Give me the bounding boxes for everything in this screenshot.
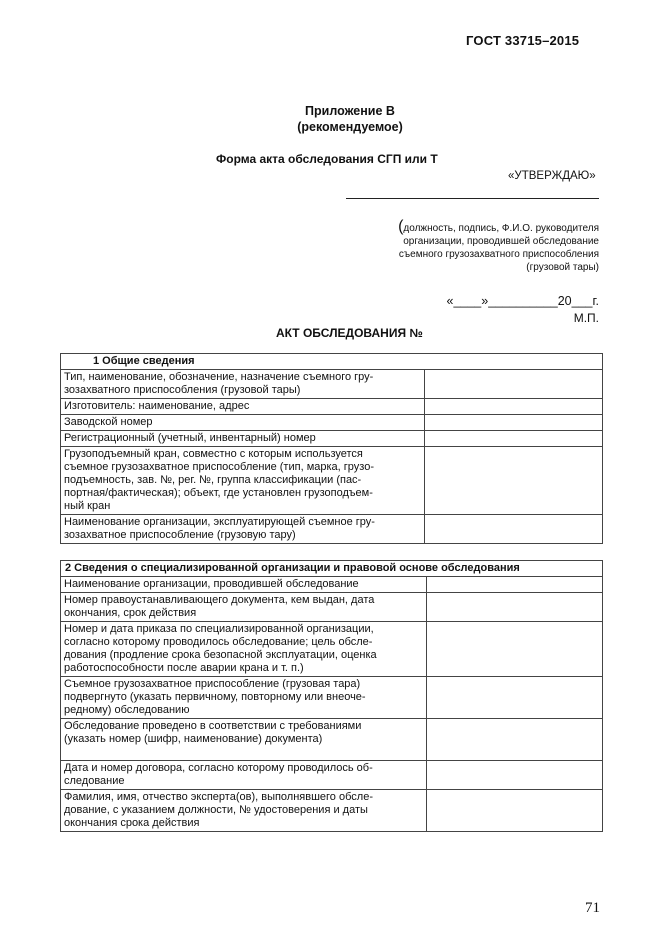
row-value-cell[interactable] (425, 415, 603, 431)
row-value-cell[interactable] (427, 577, 603, 593)
table-row (61, 761, 603, 790)
approval-date: «____»__________20___г. (446, 294, 599, 308)
appendix-heading (0, 103, 661, 135)
section-heading: 1 Общие сведения (61, 354, 603, 370)
organization-info-table (60, 560, 603, 832)
row-label: Изготовитель: наименование, адрес (61, 399, 425, 415)
row-value-cell[interactable] (425, 370, 603, 399)
row-label: Съемное грузозахватное приспособление (грузовая тара) подвергнуто (указать первичному, повторному или внеоче- редному) обследованию (61, 677, 427, 719)
row-value-cell[interactable] (427, 761, 603, 790)
standard-number: ГОСТ 33715–2015 (466, 33, 580, 48)
row-label: Наименование организации, эксплуатирующей съемное гру- зозахватное приспособление (грузовую тару) (61, 515, 425, 544)
table-row (61, 415, 603, 431)
appendix-title: Приложение В (305, 104, 395, 118)
table-heading-row (61, 354, 603, 370)
page-number: 71 (585, 900, 600, 916)
section-heading: 2 Сведения о специализированной организации и правовой основе обследования (61, 561, 603, 577)
table-row (61, 515, 603, 544)
row-label: Заводской номер (61, 415, 425, 431)
position-line-3: съемного грузозахватного приспособления (398, 249, 599, 260)
table-row (61, 370, 603, 399)
approver-position-caption (340, 218, 599, 274)
act-title: АКТ ОБСЛЕДОВАНИЯ № (276, 326, 423, 340)
row-value-cell[interactable] (427, 622, 603, 677)
table-row (61, 719, 603, 761)
position-line-4: (грузовой тары) (526, 262, 599, 273)
row-label: Регистрационный (учетный, инвентарный) номер (61, 431, 425, 447)
approval-label: «УТВЕРЖДАЮ» (508, 170, 596, 182)
table-row (61, 677, 603, 719)
appendix-status: (рекомендуемое) (297, 120, 403, 134)
stamp-place: М.П. (573, 311, 599, 325)
row-label: Тип, наименование, обозначение, назначение съемного гру- зозахватного приспособления (грузовой тары) (61, 370, 425, 399)
row-label: Грузоподъемный кран, совместно с которым используется съемное грузозахватное приспособление (тип, марка, грузо- подъемность, зав. №, рег. №, группа классификации (пас- портная/фактическая); объект, где установлен грузоподъем- ный кран (61, 447, 425, 515)
row-label: Номер правоустанавливающего документа, кем выдан, дата окончания, срок действия (61, 593, 427, 622)
row-label: Обследование проведено в соответствии с требованиями (указать номер (шифр, наименование) документа) (61, 719, 427, 761)
row-value-cell[interactable] (425, 515, 603, 544)
table-row (61, 593, 603, 622)
row-value-cell[interactable] (425, 431, 603, 447)
position-line-2: организации, проводившей обследование (403, 236, 599, 247)
table-row (61, 790, 603, 832)
row-label: Наименование организации, проводившей обследование (61, 577, 427, 593)
open-paren: ( (398, 218, 404, 235)
row-value-cell[interactable] (427, 677, 603, 719)
general-info-table (60, 353, 603, 544)
row-value-cell[interactable] (425, 399, 603, 415)
row-label: Дата и номер договора, согласно которому проводилось об- следование (61, 761, 427, 790)
table-row (61, 431, 603, 447)
signature-line (346, 198, 599, 199)
table-row (61, 622, 603, 677)
form-title: Форма акта обследования СГП или Т (216, 152, 438, 166)
table-row (61, 447, 603, 515)
row-value-cell[interactable] (427, 790, 603, 832)
table-heading-row (61, 561, 603, 577)
row-label: Номер и дата приказа по специализированной организации, согласно которому проводилось обследование; цель обсле- дования (продление срока безопасной эксплуатации, оценка работоспособности после аварии крана и т. п.) (61, 622, 427, 677)
row-label: Фамилия, имя, отчество эксперта(ов), выполнявшего обсле- дование, с указанием должности, № удостоверения и даты окончания срока действия (61, 790, 427, 832)
table-row (61, 399, 603, 415)
position-line-1: должность, подпись, Ф.И.О. руководителя (403, 223, 599, 234)
row-value-cell[interactable] (427, 593, 603, 622)
table-row (61, 577, 603, 593)
row-value-cell[interactable] (427, 719, 603, 761)
row-value-cell[interactable] (425, 447, 603, 515)
